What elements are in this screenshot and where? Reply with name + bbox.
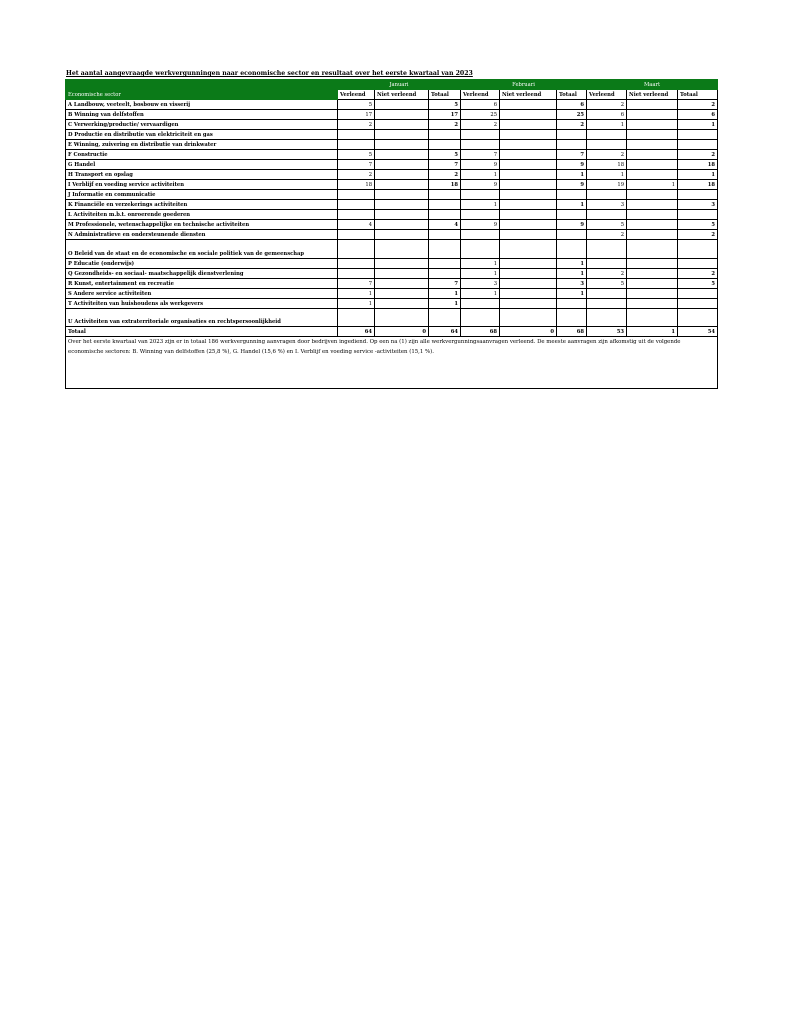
sector-label: E Winning, zuivering en distributie van drinkwater [66,140,338,150]
table-cell [627,299,678,309]
table-cell: 19 [587,180,627,190]
table-row [66,110,718,120]
table-cell [338,230,375,240]
table-cell [500,210,557,220]
table-cell [678,299,718,309]
table-cell [500,309,557,327]
table-cell [429,269,461,279]
table-row [66,289,718,299]
table-cell: 6 [461,100,500,110]
table-cell: 2 [429,120,461,130]
table-cell [429,259,461,269]
col-header: Verleend [587,90,627,100]
table-cell [375,230,429,240]
sector-label: S Andere service activiteiten [66,289,338,299]
table-cell: 2 [678,100,718,110]
table-cell [557,230,587,240]
sector-label: K Financiële en verzekerings activiteiten [66,200,338,210]
col-header: Niet verleend [627,90,678,100]
table-cell [375,180,429,190]
table-cell: 5 [429,150,461,160]
table-cell [500,190,557,200]
table-cell: 1 [557,269,587,279]
table-cell [557,309,587,327]
table-cell: 1 [557,200,587,210]
table-cell: 2 [678,150,718,160]
table-cell [557,140,587,150]
sector-label: D Productie en distributie van elektriciteit en gas [66,130,338,140]
table-row [66,120,718,130]
table-cell [500,220,557,230]
table-cell [461,190,500,200]
total-label: Totaal [66,327,338,337]
table-cell [627,160,678,170]
col-header: Totaal [678,90,718,100]
table-row [66,180,718,190]
table-cell [461,240,500,259]
table-cell [338,200,375,210]
sector-label: L Activiteiten m.b.t. onroerende goederen [66,210,338,220]
table-cell: 18 [587,160,627,170]
table-cell [678,190,718,200]
table-row [66,100,718,110]
table-cell: 5 [678,279,718,289]
sector-label: B Winning van delfstoffen [66,110,338,120]
table-row [66,269,718,279]
table-cell [627,120,678,130]
table-cell [627,130,678,140]
sector-label: J Informatie en communicatie [66,190,338,200]
table-cell [627,309,678,327]
table-cell: 7 [338,160,375,170]
sector-label: M Professionele, wetenschappelijke en technische activiteiten [66,220,338,230]
table-cell [338,240,375,259]
table-cell [375,200,429,210]
table-cell: 3 [587,200,627,210]
table-cell [678,259,718,269]
table-cell [500,269,557,279]
table-cell [500,100,557,110]
table-row [66,259,718,269]
table-cell [500,160,557,170]
month-februari: Februari [461,80,587,90]
table-cell [627,210,678,220]
table-cell: 7 [461,150,500,160]
table-cell [500,130,557,140]
table-cell [627,100,678,110]
table-cell: 3 [678,200,718,210]
month-header-row [66,80,718,90]
sector-label: P Educatie (onderwijs) [66,259,338,269]
table-cell: 1 [429,289,461,299]
table-cell [587,130,627,140]
table-cell [375,190,429,200]
table-cell: 2 [587,100,627,110]
table-cell [500,230,557,240]
table-cell: 6 [557,100,587,110]
table-cell [678,289,718,299]
table-cell: 1 [678,120,718,130]
table-cell: 4 [338,220,375,230]
total-cell: 64 [429,327,461,337]
total-cell: 53 [587,327,627,337]
sector-label: O Beleid van de staat en de economische en sociale politiek van de gemeenschap [66,240,338,259]
table-row [66,210,718,220]
table-cell: 3 [461,279,500,289]
table-row [66,220,718,230]
column-header-row [66,90,718,100]
table-cell [429,130,461,140]
table-cell [375,170,429,180]
table-row [66,160,718,170]
table-cell: 18 [338,180,375,190]
table-cell: 1 [429,299,461,309]
table-cell [461,309,500,327]
table-row [66,200,718,210]
table-cell [678,210,718,220]
table-cell [375,299,429,309]
col-header: Totaal [557,90,587,100]
sector-label: C Verwerking/productie/ vervaardigen [66,120,338,130]
table-cell [500,150,557,160]
table-cell: 5 [338,150,375,160]
sector-label: N Administratieve en ondersteunende diensten [66,230,338,240]
col-header: Niet verleend [500,90,557,100]
table-cell [461,210,500,220]
table-cell: 2 [587,230,627,240]
table-cell: 1 [557,259,587,269]
table-cell [627,259,678,269]
table-cell [375,210,429,220]
table-cell: 3 [557,279,587,289]
table-cell: 1 [461,170,500,180]
table-cell [375,279,429,289]
sector-label: H Transport en opslag [66,170,338,180]
total-cell: 0 [500,327,557,337]
table-cell: 1 [587,170,627,180]
table-cell [678,240,718,259]
table-cell [375,289,429,299]
table-cell [500,140,557,150]
table-cell: 2 [587,269,627,279]
table-cell: 25 [461,110,500,120]
table-cell: 1 [461,259,500,269]
total-cell: 1 [627,327,678,337]
sector-label: U Activiteiten van extraterritoriale organisaties en rechtspersoonlijkheid [66,309,338,327]
table-cell [587,289,627,299]
table-cell: 1 [557,170,587,180]
table-cell [500,289,557,299]
table-cell: 9 [461,180,500,190]
table-cell: 1 [678,170,718,180]
table-cell [375,269,429,279]
table-cell: 1 [557,289,587,299]
col-header: Verleend [338,90,375,100]
table-cell [587,259,627,269]
table-cell: 2 [678,269,718,279]
table-cell [375,160,429,170]
table-cell: 17 [338,110,375,120]
table-cell [375,220,429,230]
table-cell: 2 [678,230,718,240]
sector-label: G Handel [66,160,338,170]
table-cell: 6 [587,110,627,120]
table-row [66,190,718,200]
table-cell [587,299,627,309]
month-januari: Januari [338,80,461,90]
table-cell [500,180,557,190]
table-row [66,240,718,259]
table-cell [429,200,461,210]
table-cell: 9 [461,160,500,170]
table-cell [375,120,429,130]
sector-label: I Verblijf en voeding service activiteiten [66,180,338,190]
table-cell [375,150,429,160]
total-cell: 68 [557,327,587,337]
table-cell [375,130,429,140]
table-cell [627,279,678,289]
table-cell [500,120,557,130]
table-cell: 25 [557,110,587,120]
table-cell: 9 [557,220,587,230]
table-cell: 9 [461,220,500,230]
table-cell: 4 [429,220,461,230]
table-cell [557,130,587,140]
table-cell [627,289,678,299]
table-cell [429,230,461,240]
total-cell: 0 [375,327,429,337]
table-cell: 7 [338,279,375,289]
table-cell [375,259,429,269]
table-cell [627,140,678,150]
table-cell: 5 [338,100,375,110]
table-cell: 2 [557,120,587,130]
table-cell: 5 [587,279,627,289]
table-cell [627,269,678,279]
table-cell [500,110,557,120]
table-row [66,150,718,160]
table-cell [678,309,718,327]
table-cell [627,220,678,230]
work-permit-table [65,79,718,389]
total-cell: 64 [338,327,375,337]
table-cell: 1 [338,289,375,299]
table-cell [678,140,718,150]
table-cell [627,110,678,120]
table-cell [557,190,587,200]
table-cell: 18 [429,180,461,190]
sector-label: Q Gezondheids- en sociaal- maatschappelijk dienstverlening [66,269,338,279]
table-cell: 7 [429,279,461,289]
total-cell: 68 [461,327,500,337]
table-cell [461,140,500,150]
table-cell: 2 [338,120,375,130]
table-cell: 2 [338,170,375,180]
table-cell [557,210,587,220]
table-cell: 5 [429,100,461,110]
sector-label: A Landbouw, veeteelt, bosbouw en visserij [66,100,338,110]
table-cell [338,130,375,140]
table-cell [587,210,627,220]
table-cell [500,170,557,180]
table-cell: 9 [557,180,587,190]
table-cell: 1 [338,299,375,309]
note-row [66,337,718,389]
table-cell [500,240,557,259]
table-cell [338,269,375,279]
table-cell: 9 [557,160,587,170]
table-cell: 5 [587,220,627,230]
sector-label: T Activiteiten van huishoudens als werkgevers [66,299,338,309]
table-cell [500,259,557,269]
table-cell [587,309,627,327]
table-cell: 1 [627,180,678,190]
table-cell [375,140,429,150]
table-row [66,230,718,240]
table-title: Het aantal aangevraagde werkvergunningen naar economische sector en resultaat over het eerste kwartaal van 2023 [66,70,473,77]
table-cell: 7 [429,160,461,170]
table-cell [500,299,557,309]
table-cell: 17 [429,110,461,120]
sector-label: F Constructie [66,150,338,160]
table-cell [429,309,461,327]
table-row [66,279,718,289]
table-cell: 1 [461,289,500,299]
table-cell: 7 [557,150,587,160]
table-cell [627,170,678,180]
table-cell [587,240,627,259]
table-row [66,170,718,180]
table-cell [678,130,718,140]
table-cell: 2 [429,170,461,180]
summary-note: Over het eerste kwartaal van 2023 zijn er in totaal 186 werkvergunning aanvragen door bedrijven ingediend. Op een na (1) zijn alle werkvergunningsaanvragen verleend. De meeste aanvragen zijn afkomstig uit de volgende economische sectoren: B. Winning van delfstoffen (25,8 %), G. Handel (15,6 %) en I. Verblijf en voeding service -activiteiten (15,1 %). [66,337,718,389]
table-cell [500,279,557,289]
table-cell [375,110,429,120]
table-cell [557,240,587,259]
table-cell [627,200,678,210]
table-row [66,309,718,327]
table-cell [627,150,678,160]
table-cell: 1 [461,200,500,210]
table-cell [375,100,429,110]
table-cell: 2 [461,120,500,130]
table-row [66,299,718,309]
table-cell [375,309,429,327]
table-cell [627,240,678,259]
table-cell: 1 [587,120,627,130]
sector-header: Economische sector [66,90,338,100]
table-cell [375,240,429,259]
table-cell [338,259,375,269]
table-cell [429,190,461,200]
table-cell [338,210,375,220]
month-maart: Maart [587,80,718,90]
total-row [66,327,718,337]
table-cell: 1 [461,269,500,279]
table-cell [338,309,375,327]
table-cell [557,299,587,309]
col-header: Verleend [461,90,500,100]
table-cell [429,140,461,150]
table-cell [627,230,678,240]
table-row [66,140,718,150]
table-cell [587,190,627,200]
table-cell [627,190,678,200]
table-cell: 5 [678,220,718,230]
table-cell: 6 [678,110,718,120]
table-cell [587,140,627,150]
table-cell [461,230,500,240]
table-row [66,130,718,140]
sector-label: R Kunst, entertainment en recreatie [66,279,338,289]
table-cell: 2 [587,150,627,160]
table-cell [429,240,461,259]
table-cell: 18 [678,160,718,170]
col-header: Niet verleend [375,90,429,100]
col-header: Totaal [429,90,461,100]
table-cell [338,140,375,150]
table-cell [338,190,375,200]
table-cell [429,210,461,220]
table-cell [461,130,500,140]
table-cell [461,299,500,309]
table-cell [500,200,557,210]
total-cell: 54 [678,327,718,337]
table-cell: 18 [678,180,718,190]
